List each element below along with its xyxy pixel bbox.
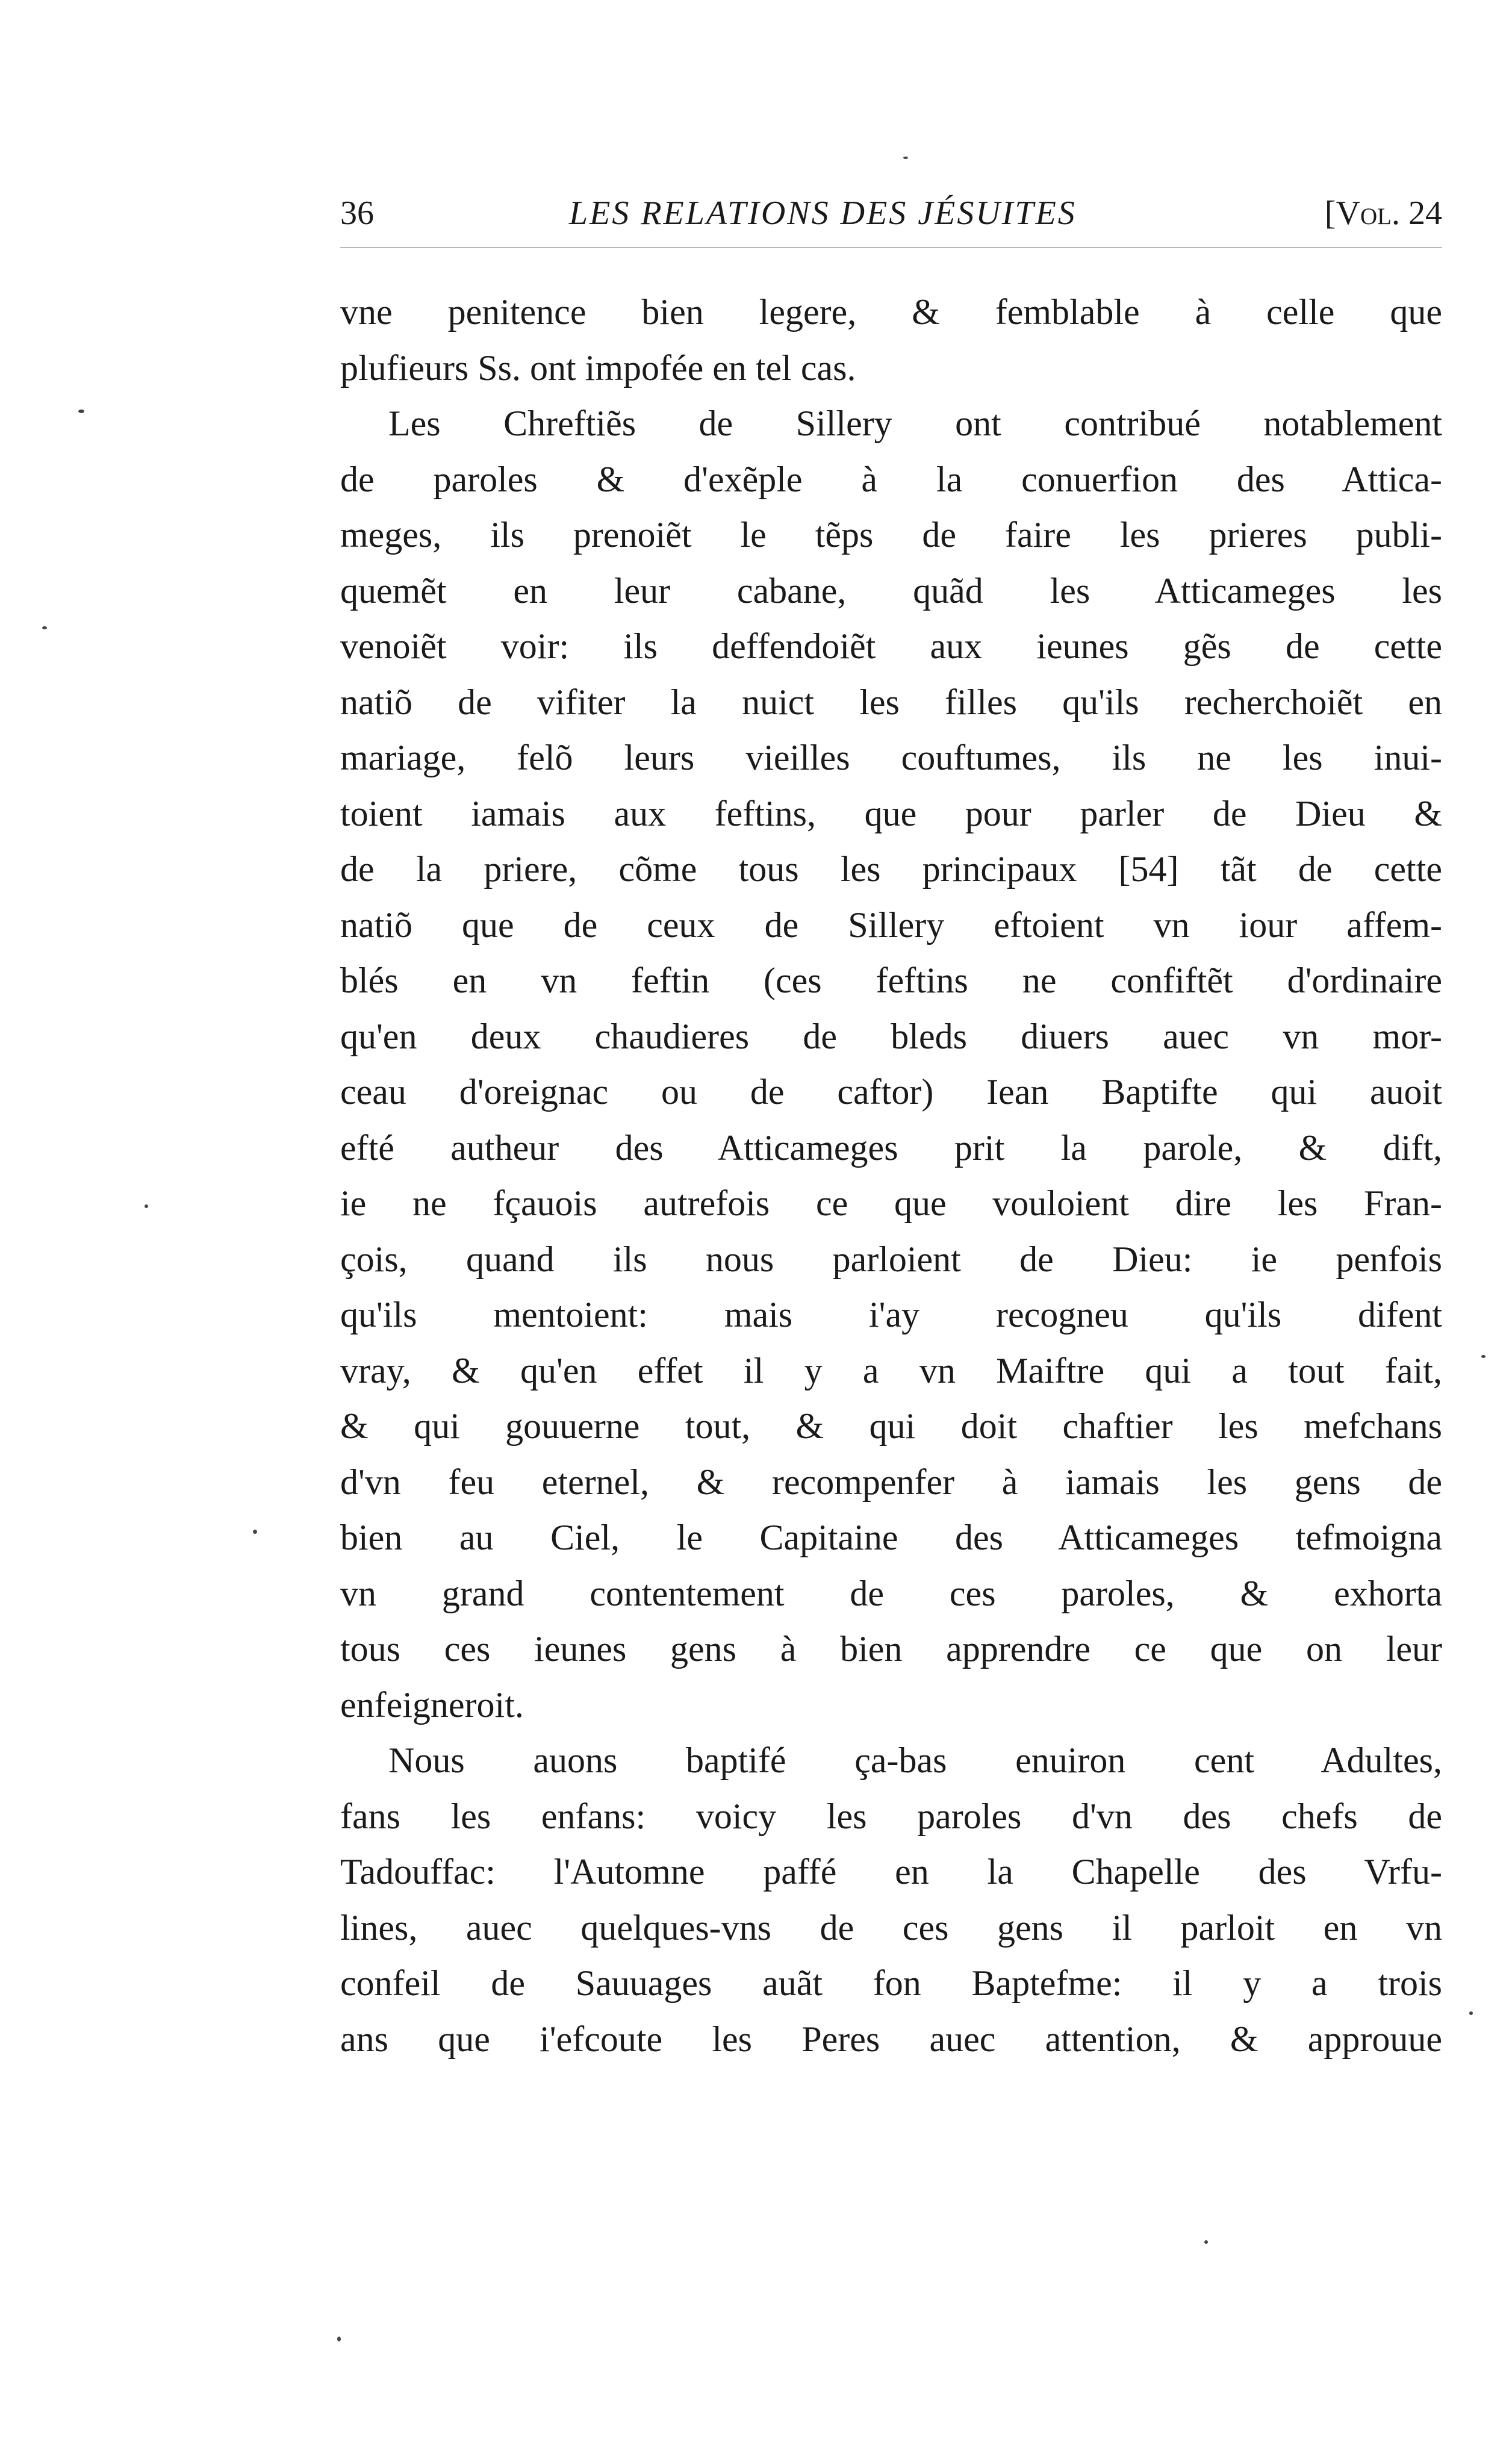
scan-speck [1469,2011,1473,2015]
page-header [340,194,1442,242]
text-line: de la priere, cõme tous les principaux [54] tãt de cette [340,849,1442,889]
scan-speck [903,157,908,159]
text-line: quemẽt en leur cabane, quãd les Atticameges les [340,570,1442,611]
text-line: confeil de Sauuages auãt fon Baptefme: il y a trois [340,1963,1442,2003]
body-text [340,284,1442,2067]
text-line: çois, quand ils nous parloient de Dieu: ie penfois [340,1239,1442,1279]
text-line: qu'en deux chaudieres de bleds diuers auec vn mor- [340,1016,1442,1056]
text-line: bien au Ciel, le Capitaine des Atticameges tefmoigna [340,1518,1442,1557]
page-number: 36 [340,195,374,232]
text-line: plufieurs Ss. ont impofée en tel cas. [340,347,856,388]
text-line: Tadouffac: l'Automne paffé en la Chapelle des Vrfu- [340,1852,1442,1892]
text-line: ceau d'oreignac ou de caftor) Iean Baptifte qui auoit [340,1072,1442,1112]
text-line: de paroles & d'exẽple à la conuerfion des Attica- [340,459,1442,499]
text-line: qu'ils mentoient: mais i'ay recogneu qu'ils difent [340,1295,1442,1335]
text-line: vne penitence bien legere, & femblable à celle que [340,292,1442,332]
running-head: LES RELATIONS DES JÉSUITES [569,195,1077,232]
scan-speck [1481,1355,1486,1358]
text-line: fans les enfans: voicy les paroles d'vn des chefs de [340,1796,1442,1836]
text-line: blés en vn feftin (ces feftins ne confiftẽt d'ordinaire [340,961,1442,1000]
text-line: Nous auons baptifé ça-bas enuiron cent Adultes, [388,1740,1442,1780]
text-line: lines, auec quelques-vns de ces gens il parloit en vn [340,1907,1442,1948]
text-line: Les Chreftiẽs de Sillery ont contribué notablement [388,403,1442,443]
scan-speck [253,1530,257,1534]
scan-speck [145,1204,148,1208]
text-line: vn grand contentement de ces paroles, & exhorta [340,1573,1442,1613]
text-line: enfeigneroit. [340,1684,524,1725]
text-line: venoiẽt voir: ils deffendoiẽt aux ieunes gẽs de cette [340,626,1442,666]
text-line: mariage, felõ leurs vieilles couftumes, ils ne les inui- [340,738,1442,777]
text-line: toient iamais aux feftins, que pour parler de Dieu & [340,793,1442,833]
text-line: & qui gouuerne tout, & qui doit chaftier les mefchans [340,1406,1442,1446]
text-line: tous ces ieunes gens à bien apprendre ce que on leur [340,1629,1442,1669]
text-line: natiõ que de ceux de Sillery eftoient vn iour affem- [340,905,1442,945]
text-line: natiõ de vifiter la nuict les filles qu'ils recherchoiẽt en [340,682,1442,722]
text-line: efté autheur des Atticameges prit la parole, & dift, [340,1127,1442,1168]
scan-speck [337,2337,341,2341]
scan-speck [1204,2240,1208,2244]
text-line: ie ne fçauois autrefois ce que vouloient dire les Fran- [340,1183,1442,1223]
text-line: meges, ils prenoiẽt le tẽps de faire les prieres publi- [340,515,1442,555]
text-line: vray, & qu'en effet il y a vn Maiftre qui a tout fait, [340,1350,1442,1391]
text-line: ans que i'efcoute les Peres auec attention, & approuue [340,2019,1442,2059]
header-rule [340,247,1442,248]
text-line: d'vn feu eternel, & recompenfer à iamais les gens de [340,1462,1442,1502]
volume-reference: [Vol. 24 [1324,195,1442,232]
scan-speck [42,626,47,629]
scan-speck [78,410,84,413]
